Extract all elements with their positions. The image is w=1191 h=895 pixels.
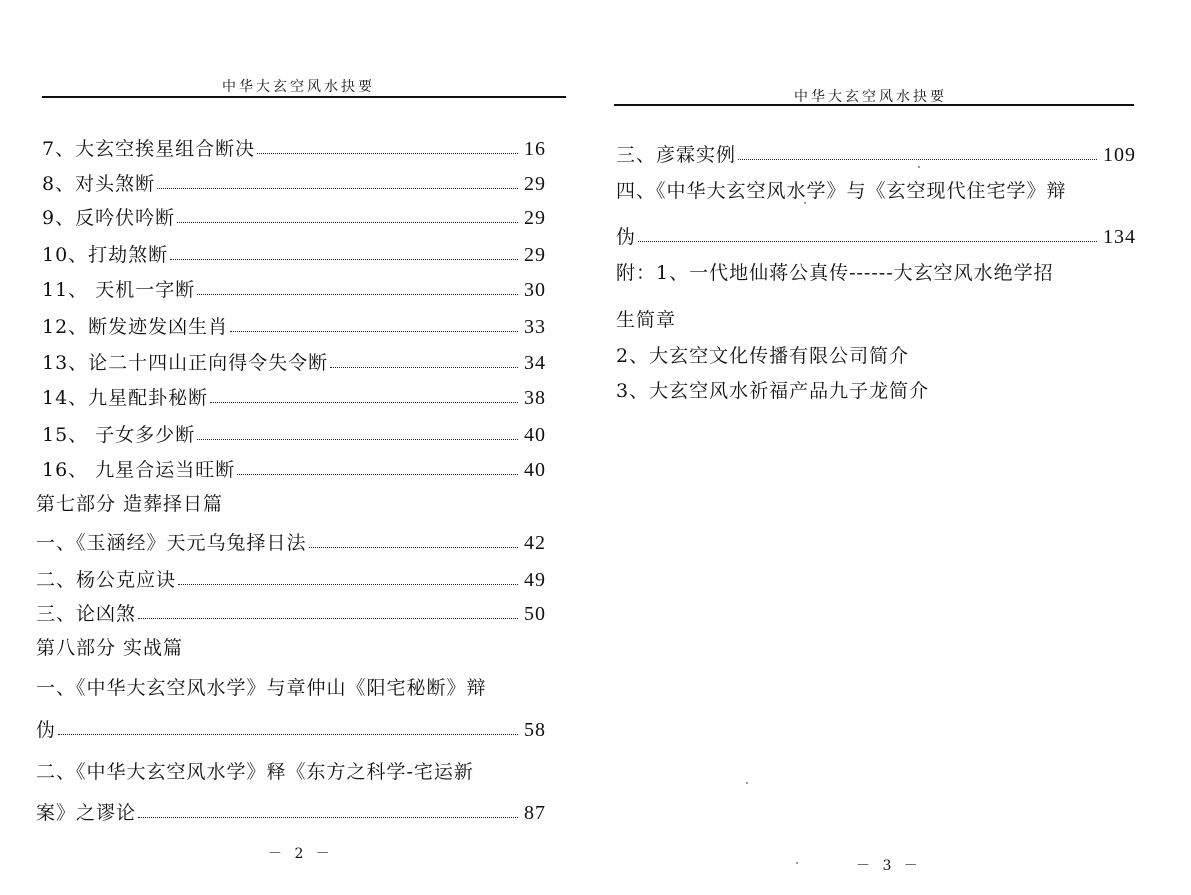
toc-entry	[42, 420, 546, 447]
toc-entry-title-continued: 伪	[616, 226, 637, 248]
toc-entry-title: 12、断发迹发凶生肖	[42, 316, 229, 338]
right-page	[596, 0, 1191, 895]
toc-entry-page: 29	[524, 244, 546, 266]
toc-entry-title: 8、对头煞断	[42, 173, 156, 195]
toc-entry-page: 134	[1103, 226, 1136, 248]
running-header-left: 中华大玄空风水抉要	[222, 79, 375, 95]
toc-entry-page: 30	[524, 279, 546, 301]
toc-entry	[36, 798, 546, 825]
toc-entry-title: 15、 子女多少断	[42, 424, 196, 446]
toc-entry-title: 14、九星配卦秘断	[42, 387, 209, 409]
toc-entry-page: 33	[524, 316, 546, 338]
toc-entry-page: 109	[1103, 144, 1136, 166]
toc-entry	[616, 140, 1136, 167]
toc-leader-dots	[138, 817, 518, 818]
toc-entry	[42, 169, 546, 196]
toc-entry	[42, 203, 546, 230]
toc-leader-dots	[178, 584, 518, 585]
toc-entry-page: 16	[524, 138, 546, 160]
toc-leader-dots	[157, 188, 518, 189]
toc-entry	[42, 275, 546, 302]
toc-entry-page: 42	[524, 532, 546, 554]
toc-entry-page: 29	[524, 173, 546, 195]
toc-entry	[42, 348, 546, 375]
toc-entry-page: 58	[524, 719, 546, 741]
toc-entry-page: 29	[524, 207, 546, 229]
scan-speck	[804, 202, 806, 204]
section-heading-part7: 第七部分 造葬择日篇	[36, 493, 224, 515]
toc-entry-page: 40	[524, 424, 546, 446]
toc-entry-title-continued: 案》之谬论	[36, 802, 137, 824]
toc-entry	[42, 134, 546, 161]
toc-entry	[42, 383, 546, 410]
page-number-right: － 3 －	[856, 858, 922, 874]
toc-leader-dots	[330, 367, 518, 368]
toc-entry	[36, 715, 546, 742]
toc-leader-dots	[210, 402, 518, 403]
toc-entry	[36, 565, 546, 592]
left-page	[0, 0, 595, 895]
appendix-item-1-continued: 生简章	[616, 309, 677, 331]
toc-entry-title: 三、论凶煞	[36, 603, 137, 625]
toc-entry	[42, 312, 546, 339]
scan-speck	[746, 782, 748, 784]
toc-entry-page: 49	[524, 569, 546, 591]
toc-leader-dots	[237, 474, 518, 475]
appendix-item-1: 附：1、一代地仙蒋公真传------大玄空风水绝学招	[616, 262, 1054, 284]
toc-entry-page: 38	[524, 387, 546, 409]
toc-entry-title: 三、彦霖实例	[616, 144, 737, 166]
toc-entry-title: 13、论二十四山正向得令失令断	[42, 352, 329, 374]
toc-entry	[36, 528, 546, 555]
appendix-item-2: 2、大玄空文化传播有限公司简介	[616, 345, 910, 367]
toc-entry-title: 一、《玉涵经》天元乌兔择日法	[36, 532, 307, 554]
section-heading-part8: 第八部分 实战篇	[36, 637, 184, 659]
scan-speck	[918, 166, 920, 168]
scan-speck	[796, 862, 798, 864]
toc-leader-dots	[138, 618, 518, 619]
toc-leader-dots	[177, 222, 518, 223]
toc-entry-title-continued: 伪	[36, 719, 57, 741]
toc-entry-title: 四、《中华大玄空风水学》与《玄空现代住宅学》辩	[616, 180, 1067, 202]
toc-leader-dots	[738, 159, 1097, 160]
toc-entry-title: 二、《中华大玄空风水学》释《东方之科学-宅运新	[36, 761, 474, 783]
toc-entry-page: 87	[524, 802, 546, 824]
toc-entry-title: 一、《中华大玄空风水学》与章仲山《阳宅秘断》辩	[36, 677, 487, 699]
toc-entry-title: 9、反吟伏吟断	[42, 207, 176, 229]
toc-leader-dots	[309, 547, 518, 548]
toc-entry-page: 34	[524, 352, 546, 374]
toc-entry	[616, 222, 1136, 249]
appendix-item-3: 3、大玄空风水祈福产品九子龙简介	[616, 380, 930, 402]
running-header-right: 中华大玄空风水抉要	[794, 89, 947, 105]
toc-entry-title: 7、大玄空挨星组合断决	[42, 138, 256, 160]
toc-entry-title: 16、 九星合运当旺断	[42, 459, 236, 481]
toc-leader-dots	[197, 294, 518, 295]
toc-entry-title: 11、 天机一字断	[42, 279, 196, 301]
header-rule-left	[42, 96, 566, 98]
toc-leader-dots	[197, 439, 518, 440]
page-number-left: － 2 －	[268, 846, 334, 862]
toc-leader-dots	[638, 241, 1097, 242]
toc-leader-dots	[58, 734, 518, 735]
toc-leader-dots	[230, 331, 518, 332]
header-rule-right	[614, 104, 1134, 106]
toc-entry	[42, 240, 546, 267]
toc-leader-dots	[257, 153, 518, 154]
toc-entry-page: 50	[524, 603, 546, 625]
toc-leader-dots	[170, 259, 518, 260]
toc-entry-title: 10、打劫煞断	[42, 244, 169, 266]
toc-entry	[42, 455, 546, 482]
toc-entry-title: 二、杨公克应诀	[36, 569, 177, 591]
toc-entry	[36, 599, 546, 626]
toc-entry-page: 40	[524, 459, 546, 481]
